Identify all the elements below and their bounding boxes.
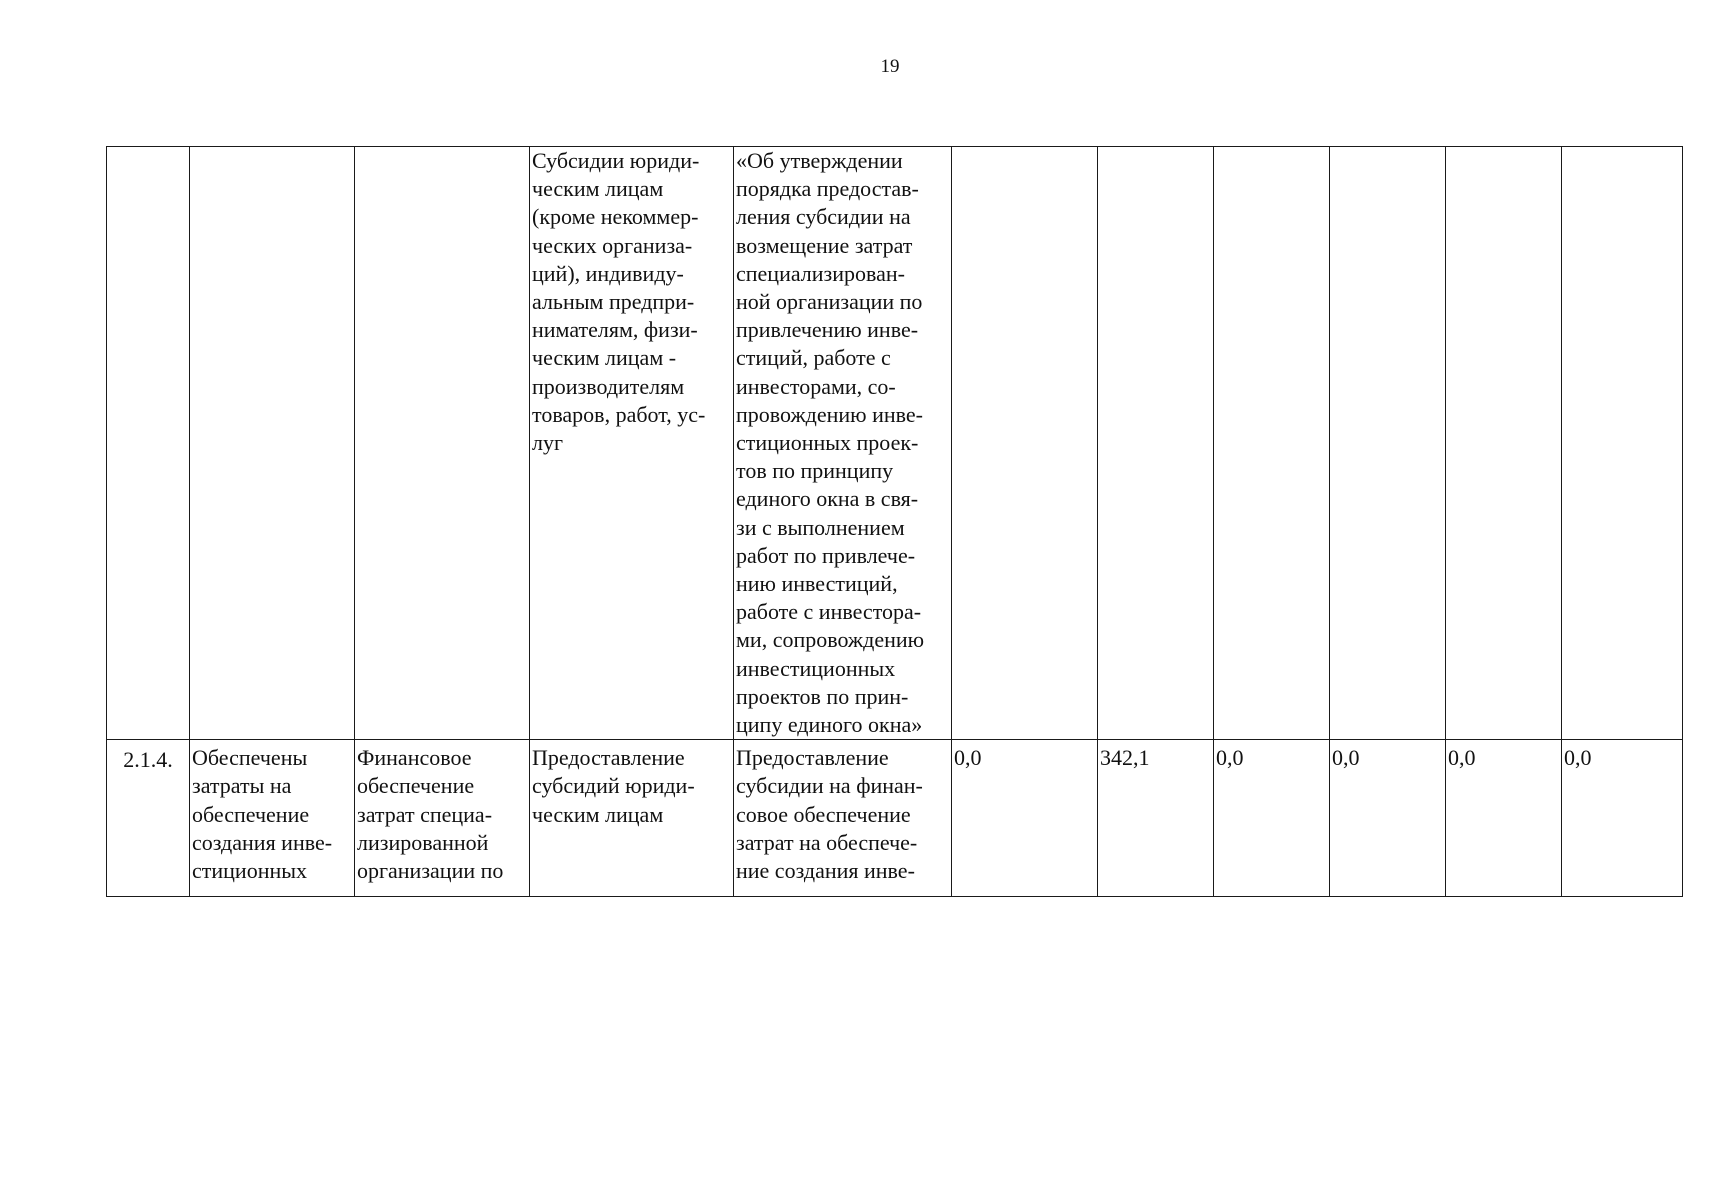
cell-text-line: ческим лицам — [532, 176, 664, 202]
cell-text-line: работе с инвестора- — [736, 599, 922, 625]
cell-text-line: 342,1 — [1100, 745, 1150, 771]
table-cell — [1098, 740, 1214, 897]
cell-text-line: ние создания инве- — [736, 858, 915, 884]
cell-text-line: ческих организа- — [532, 232, 693, 258]
cell-text-line: зи с выполнением — [736, 514, 905, 540]
cell-text-line: субсидий юриди- — [532, 773, 695, 799]
table-cell — [1562, 147, 1683, 740]
table-cell — [734, 740, 952, 897]
cell-text-line: 0,0 — [954, 745, 982, 771]
table-cell — [1330, 740, 1446, 897]
table-cell — [190, 147, 355, 740]
cell-text-line: работ по привлече- — [736, 542, 916, 568]
cell-text-line: ческим лицам - — [532, 345, 677, 371]
table-cell — [1446, 147, 1562, 740]
cell-text-line: возмещение затрат — [736, 232, 913, 258]
cell-text-line: Предоставление — [736, 745, 889, 771]
table-cell — [107, 740, 190, 897]
cell-text-line: инвестиционных — [736, 655, 896, 681]
cell-text-line: совое обеспечение — [736, 801, 911, 827]
table-row — [107, 740, 1683, 897]
cell-text-line: обеспечение — [192, 801, 310, 827]
cell-text-line: Обеспечены — [192, 745, 308, 771]
table-cell — [1214, 740, 1330, 897]
cell-text-line: создания инве- — [192, 829, 333, 855]
budget-table — [106, 146, 1683, 897]
cell-text-line: Финансовое — [357, 745, 472, 771]
cell-text-line: провождению инве- — [736, 401, 923, 427]
table-row — [107, 147, 1683, 740]
table-cell — [355, 147, 530, 740]
cell-text-line: субсидии на финан- — [736, 773, 923, 799]
table-cell — [734, 147, 952, 740]
cell-text-line: единого окна в свя- — [736, 486, 919, 512]
cell-text-line: 0,0 — [1448, 745, 1476, 771]
cell-text-line: нимателям, физи- — [532, 317, 698, 343]
cell-text-line: порядка предостав- — [736, 176, 919, 202]
cell-text-line: альным предпри- — [532, 289, 695, 315]
table-cell — [1562, 740, 1683, 897]
table-cell — [190, 740, 355, 897]
cell-text-line: «Об утверждении — [736, 148, 903, 173]
cell-text-line: ций), индивиду- — [532, 260, 684, 286]
cell-text-line: ческим лицам — [532, 801, 664, 827]
table-cell — [1446, 740, 1562, 897]
cell-text-line: 2.1.4. — [123, 747, 173, 773]
cell-text-line: производителям — [532, 373, 685, 399]
cell-text-line: инвесторами, со- — [736, 373, 896, 399]
cell-text-line: стиций, работе с — [736, 345, 891, 371]
cell-text-line: лизированной — [357, 829, 489, 855]
table-cell — [1098, 147, 1214, 740]
page-number: 19 — [880, 56, 900, 77]
table-cell — [530, 740, 734, 897]
cell-text-line: привлечению инве- — [736, 317, 919, 343]
cell-text-line: товаров, работ, ус- — [532, 401, 706, 427]
cell-text-line: проектов по прин- — [736, 683, 909, 709]
cell-text-line: ной организации по — [736, 289, 923, 315]
table-cell — [1330, 147, 1446, 740]
cell-text-line: ми, сопровождению — [736, 627, 925, 653]
cell-text-line: затраты на — [192, 773, 292, 799]
cell-text-line: стиционных — [192, 858, 308, 884]
cell-text-line: 0,0 — [1216, 745, 1244, 771]
table-cell — [107, 147, 190, 740]
cell-text-line: луг — [532, 430, 564, 456]
cell-text-line: специализирован- — [736, 260, 905, 286]
cell-text-line: ципу единого окна» — [736, 712, 923, 738]
table-cell — [1214, 147, 1330, 740]
cell-text-line: затрат специа- — [357, 801, 493, 827]
table-cell — [530, 147, 734, 740]
table-cell — [355, 740, 530, 897]
cell-text-line: Предоставление — [532, 745, 685, 771]
cell-text-line: нию инвестиций, — [736, 571, 898, 597]
cell-text-line: стиционных проек- — [736, 430, 919, 456]
cell-text-line: 0,0 — [1332, 745, 1360, 771]
table-body — [107, 147, 1683, 897]
cell-text-line: (кроме некоммер- — [532, 204, 699, 230]
cell-text-line: тов по принципу — [736, 458, 894, 484]
cell-text-line: 0,0 — [1564, 745, 1592, 771]
cell-text-line: ления субсидии на — [736, 204, 911, 230]
cell-text-line: организации по — [357, 858, 504, 884]
cell-text-line: затрат на обеспече- — [736, 829, 918, 855]
cell-text-line: Субсидии юриди- — [532, 148, 700, 173]
table-cell — [952, 740, 1098, 897]
cell-text-line: обеспечение — [357, 773, 475, 799]
table-cell — [952, 147, 1098, 740]
